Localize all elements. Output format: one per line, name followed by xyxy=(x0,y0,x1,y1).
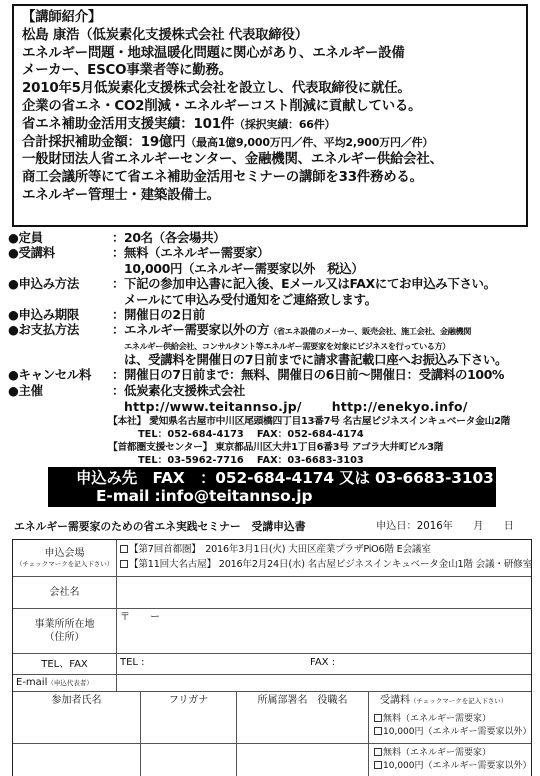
office-phone: TEL：052-684-4173 FAX：052-684-4174 xyxy=(138,429,364,441)
address-field[interactable] xyxy=(117,609,531,653)
fee-row: ●受講料 ： 無料（エネルギー需要家） xyxy=(8,245,270,261)
contact-fax: 申込み先 FAX ：052-684-4174 又は 03-6683-3103 xyxy=(76,469,494,487)
col-fee: 受講料 xyxy=(380,695,410,706)
fee-option-free[interactable]: 無料（エネルギー需要家） xyxy=(372,713,532,726)
seminar-details xyxy=(8,230,536,467)
venue-label: 申込会場 xyxy=(44,548,85,559)
form-title: エネルギー需要家のための省エネ実践セミナー 受講申込書 xyxy=(14,520,306,533)
lecturer-line: 2010年5月低炭素化支援株式会社を設立し、代表取締役に就任。 xyxy=(22,81,411,97)
lecturer-line: エネルギー問題・地球温暖化問題に関心があり、エネルギー設備 xyxy=(22,45,405,61)
capacity-row: ●定員 ： 20名（各会場共） xyxy=(8,230,226,245)
col-dept: 所属部署名 役職名 xyxy=(237,692,369,743)
participant-name-field[interactable] xyxy=(13,744,141,776)
fee-option-free[interactable]: 無料（エネルギー需要家） xyxy=(372,747,532,760)
cancel-row: ●キャンセル料 ： 開催日の7日前まで：無料、開催日の6日前～開催日：受講料の100% xyxy=(8,367,505,383)
postal-code: 〒 ー xyxy=(120,612,160,623)
address-label: 事業所所在地 xyxy=(34,619,95,630)
lecturer-heading: 【講師紹介】 xyxy=(22,10,102,25)
lecturer-line: 商工会議所等にて省エネ補助金活用セミナーの講師を33件務める。 xyxy=(22,170,423,186)
fee-option-paid[interactable]: 10,000円（エネルギー需要家以外） xyxy=(372,760,532,773)
email-row xyxy=(13,675,531,692)
company-row xyxy=(13,577,531,609)
lecturer-total: 合計採択補助金額：19億円（最高1億9,000万円／件、平均2,900万円／件） xyxy=(22,134,434,150)
lecturer-line: 一般財団法人省エネルギーセンター、金融機関、エネルギー供給会社、 xyxy=(22,152,443,168)
col-name: 参加者氏名 xyxy=(13,692,141,743)
participant-row xyxy=(13,744,531,776)
tel-field[interactable]: TEL : xyxy=(120,657,145,668)
lecturer-record: 省エネ補助金活用支援実績：101件（採択実績：66件） xyxy=(22,116,336,132)
host-urls xyxy=(8,398,536,415)
col-fee-sub: （チェックマークを記入下さい） xyxy=(410,697,508,705)
col-kana: フリガナ xyxy=(141,692,237,743)
lecturer-line: メーカー、ESCO事業者等に勤務。 xyxy=(22,63,232,79)
email-sub: （申込代表者） xyxy=(47,679,93,687)
checkbox[interactable] xyxy=(374,748,382,756)
email-field[interactable] xyxy=(117,675,531,691)
checkbox[interactable] xyxy=(374,714,382,722)
payment-row: ●お支払方法 ： エネルギー需要家以外の方（省エネ設備のメーカー、販売会社、施工会社、金融機関 xyxy=(8,322,472,338)
company-label: 会社名 xyxy=(13,577,117,608)
venue-option[interactable]: 【第7回首都圏】 2016年3月1日(火) 大田区産業プラザPiO6階 E会議室 xyxy=(120,542,532,557)
office-address: 【本社】 愛知県名古屋市中川区尾頭橋四丁目13番7号 名古屋ビジネスインキュベータ金山2階 xyxy=(108,416,511,428)
checkbox[interactable] xyxy=(120,560,128,568)
fax-field[interactable]: FAX : xyxy=(310,657,336,668)
application-date: 申込日：2016年 月 日 xyxy=(376,521,514,532)
telfax-label: TEL、FAX xyxy=(13,654,117,674)
payment-row-3: は、受講料を開催日の7日前までに請求書記載口座へお振込み下さい。 xyxy=(124,351,508,367)
lecturer-line: エネルギー管理士・建築設備士。 xyxy=(22,187,220,203)
checkbox[interactable] xyxy=(374,761,382,769)
office-phone: TEL：03-5962-7716 FAX：03-6683-3103 xyxy=(138,455,364,467)
lecturer-line: 企業の省エネ・CO2削減・エネルギーコスト削減に貢献している。 xyxy=(22,98,422,114)
venue-sub: （チェックマークを記入下さい） xyxy=(16,560,114,568)
url-link[interactable]: http://enekyo.info/ xyxy=(331,399,468,415)
checkbox[interactable] xyxy=(120,545,128,553)
participant-dept-field[interactable] xyxy=(237,744,369,776)
participant-kana-field[interactable] xyxy=(141,744,237,776)
telfax-row xyxy=(13,654,531,675)
contact-email: E-mail :info@teitannso.jp xyxy=(96,487,313,505)
application-form xyxy=(12,539,532,776)
apply-row: ●申込み方法 ： 下記の参加申込書に記入後、Eメール又はFAXにてお申込み下さい。 xyxy=(8,276,496,292)
venue-row xyxy=(13,540,531,577)
email-label: E-mail xyxy=(16,677,48,688)
venue-option[interactable]: 【第11回大名古屋】 2016年2月24日(水) 名古屋ビジネスインキュベータ金山1階 会議・研修室 xyxy=(120,557,532,572)
deadline-row: ●申込み期限 ： 開催日の2日前 xyxy=(8,307,205,323)
address-sub: （住所） xyxy=(44,632,85,643)
apply-row-2: メールにて申込み受付通知をご連絡致します。 xyxy=(124,291,377,307)
host-row: ●主催 ： 低炭素化支援株式会社 xyxy=(8,382,245,398)
url-link[interactable]: http://www.teitannso.jp/ xyxy=(124,399,302,415)
lecturer-box xyxy=(12,4,528,227)
lecturer-name: 松島 康浩（低炭素化支援株式会社 代表取締役） xyxy=(22,27,308,43)
contact-banner xyxy=(48,467,496,507)
checkbox[interactable] xyxy=(374,727,382,735)
participant-header-row xyxy=(13,692,531,744)
fee-row-2: 10,000円（エネルギー需要家以外 税込） xyxy=(124,260,364,276)
office-address: 【首都圏支援センター】 東京都品川区大井1丁目6番3号 アゴラ大井町ビル3階 xyxy=(108,442,444,454)
address-row xyxy=(13,609,531,654)
fee-option-paid[interactable]: 10,000円（エネルギー需要家以外） xyxy=(372,726,532,739)
payment-note: エネルギー供給会社、コンサルタント等エネルギー需要家を対象にビジネスを行っている方） xyxy=(124,340,451,351)
company-field[interactable] xyxy=(117,577,531,608)
form-heading xyxy=(14,520,530,534)
